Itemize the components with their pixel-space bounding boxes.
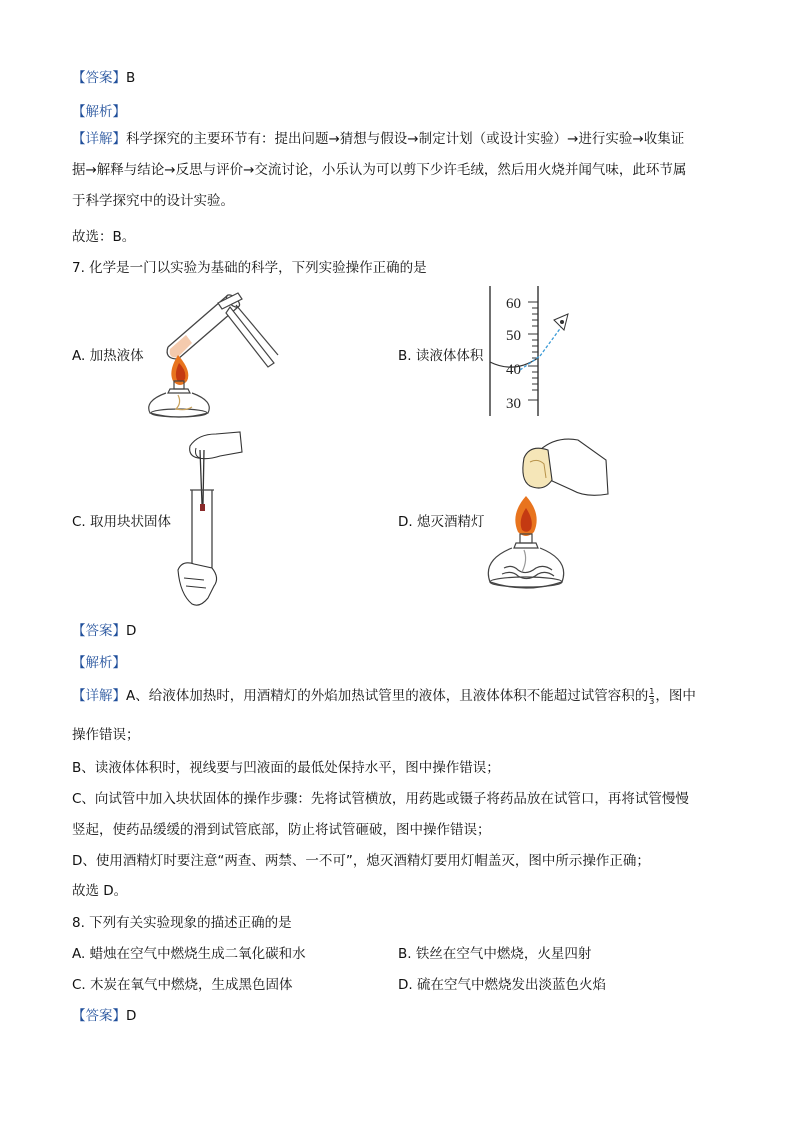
q8-option-a: A. 蜡烛在空气中燃烧生成二氧化碳和水 xyxy=(72,946,306,962)
q8-option-b: B. 铁丝在空气中燃烧，火星四射 xyxy=(398,946,592,962)
detail-text: ，图中 xyxy=(655,688,696,704)
q7-detail-a-cont: 操作错误； xyxy=(72,727,140,743)
detail-text: 科学探究的主要环节有：提出问题→猜想与假设→制定计划（或设计实验）→进行实验→收集证 xyxy=(126,131,685,147)
fraction-denominator: 3 xyxy=(649,696,655,706)
detail-tag: 【详解】 xyxy=(72,131,126,147)
tick-label-50: 50 xyxy=(506,328,521,344)
detail-text: A、给液体加热时，用酒精灯的外焰加热试管里的液体，且液体体积不能超过试管容积的 xyxy=(126,688,649,704)
q6-analysis-tag xyxy=(72,100,126,120)
q8-option-c: C. 木炭在氧气中燃烧，生成黑色固体 xyxy=(72,977,293,993)
q7-conclusion: 故选 D。 xyxy=(72,883,128,899)
q7-detail-a xyxy=(72,684,696,706)
figure-adding-solid xyxy=(168,428,258,610)
detail-line xyxy=(72,124,722,155)
figure-heating-liquid xyxy=(140,285,280,420)
q7-detail-c: C、向试管中加入块状固体的操作步骤：先将试管横放，用药匙或镊子将药品放在试管口，再将试管慢慢 xyxy=(72,791,689,807)
q8-stem: 8. 下列有关实验现象的描述正确的是 xyxy=(72,915,292,931)
q7-stem: 7. 化学是一门以实验为基础的科学，下列实验操作正确的是 xyxy=(72,260,427,276)
figure-extinguish-lamp xyxy=(486,432,616,597)
detail-tag: 【详解】 xyxy=(72,688,126,704)
detail-line: 于科学探究中的设计实验。 xyxy=(72,193,234,209)
analysis-tag: 【解析】 xyxy=(72,104,126,120)
q7-analysis-tag xyxy=(72,651,126,671)
q7-detail-b: B、读液体体积时，视线要与凹液面的最低处保持水平，图中操作错误； xyxy=(72,760,500,776)
q7-answer xyxy=(72,619,136,639)
tick-label-40: 40 xyxy=(506,362,521,378)
fraction-numerator: 1 xyxy=(649,686,655,696)
answer-tag: 【答案】 xyxy=(72,1008,126,1024)
figure-graduated-cylinder xyxy=(484,284,594,419)
q6-answer xyxy=(72,66,135,86)
q7-detail-c-cont: 竖起，使药品缓缓的滑到试管底部，防止将试管砸破，图中操作错误； xyxy=(72,822,491,838)
tick-label-30: 30 xyxy=(506,396,521,412)
answer-tag: 【答案】 xyxy=(72,623,126,639)
q7-detail-d: D、使用酒精灯时要注意“两查、两禁、一不可”，熄灭酒精灯要用灯帽盖灭，图中所示操作正确； xyxy=(72,853,650,869)
tick-label-60: 60 xyxy=(506,296,521,312)
answer-value: D xyxy=(126,1008,137,1024)
answer-value: D xyxy=(126,623,137,639)
q7-option-b: B. 读液体体积 xyxy=(398,348,484,364)
answer-tag: 【答案】 xyxy=(72,70,126,86)
q6-conclusion: 故选：B。 xyxy=(72,229,136,245)
detail-line: 据→解释与结论→反思与评价→交流讨论，小乐认为可以剪下少许毛绒，然后用火烧并闻气味，此环节属 xyxy=(72,162,687,178)
q8-option-d: D. 硫在空气中燃烧发出淡蓝色火焰 xyxy=(398,977,606,993)
q8-answer xyxy=(72,1004,136,1024)
q6-detail xyxy=(72,124,722,217)
analysis-tag: 【解析】 xyxy=(72,655,126,671)
q7-option-a: A. 加热液体 xyxy=(72,348,144,364)
q7-option-d: D. 熄灭酒精灯 xyxy=(398,514,485,530)
fraction xyxy=(649,687,654,706)
q7-option-c: C. 取用块状固体 xyxy=(72,514,172,530)
answer-value: B xyxy=(126,70,136,86)
